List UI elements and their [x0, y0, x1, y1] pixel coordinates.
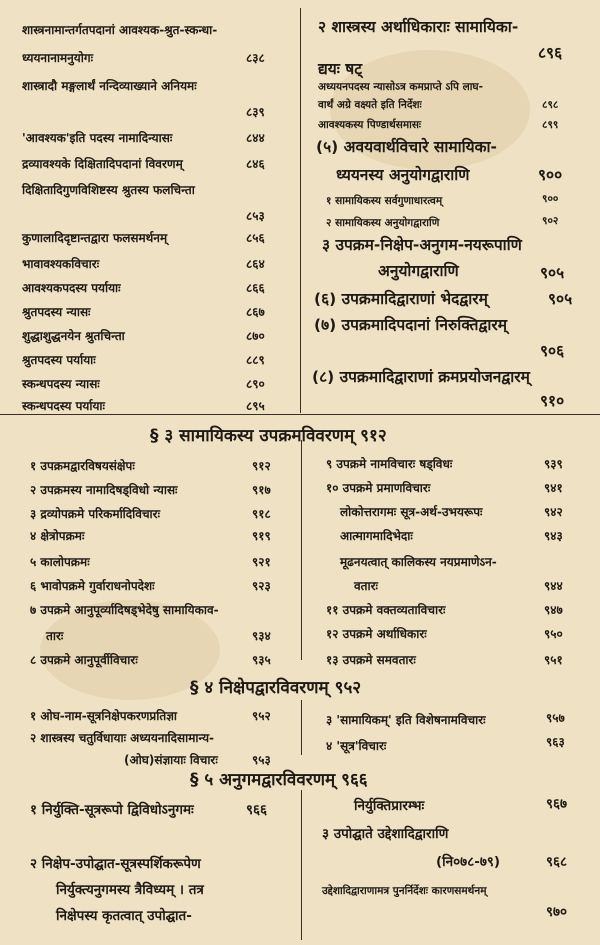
section-heading-3-top-cont: अनुयोगद्वाराणि: [378, 262, 459, 280]
toc-entry: द्रव्यावश्यके दिक्षितादिपदानां विवरणम्: [22, 157, 183, 171]
page-number: ८४४: [246, 131, 265, 145]
toc-entry: स्कन्धपदस्य न्यासः: [22, 377, 100, 391]
toc-entry: 'आवश्यक'इति पदस्य नामादिन्यासः: [22, 131, 173, 145]
page-number: ८८९: [246, 353, 265, 367]
toc-entry: ३ उपोद्घाते उद्देशादिद्वाराणि: [322, 826, 449, 842]
toc-entry: ६ भावोपक्रमे गुर्वाराधनोपदेशः: [30, 579, 155, 593]
page-number: ९१७: [252, 483, 271, 497]
toc-entry: आवश्यकस्य पिण्डार्थसमासः: [318, 119, 422, 131]
page-number: ८९०: [246, 377, 265, 391]
toc-entry: शास्त्रादौ मङ्गलार्थं नन्दिव्याख्याने अनियमः: [22, 79, 197, 93]
toc-entry: ७ उपक्रमे आनुपूर्व्यादिषड्भेदेषु सामायिकाव-: [30, 603, 219, 617]
column-divider-top: [300, 8, 301, 413]
toc-entry: लोकोत्तरागमः सूत्र-अर्थ-उभयरूपः: [340, 505, 483, 519]
toc-entry: आत्मागमादिभेदाः: [340, 529, 413, 543]
section-heading-3-top: ३ उपक्रम-निक्षेप-अनुगम-नयरूपाणि: [322, 236, 522, 254]
page-number: ९००: [538, 166, 563, 184]
toc-entry: वार्थं अग्रे वक्ष्यते इति निर्देशः: [318, 99, 422, 111]
column-divider-section3: [301, 440, 302, 660]
toc-entry: १३ उपक्रमे समवतारः: [326, 653, 416, 667]
toc-entry: ८ उपक्रमे आनुपूर्वीविचारः: [30, 653, 138, 667]
toc-entry: १० उपक्रमे प्रमाणविचारः: [326, 481, 431, 495]
page-number: ९७०: [546, 904, 568, 920]
toc-entry: कुणालादिदृष्टान्तद्वारा फलसमर्थनम्: [22, 231, 168, 245]
page-number: ८९५: [246, 399, 265, 413]
section-heading-7: (७) उपक्रमादिपदानां निरुक्तिद्वारम्: [314, 316, 507, 334]
page-number: ९०२: [542, 215, 559, 227]
page-number: ९०५: [548, 290, 573, 308]
page-number: ९५७: [546, 711, 565, 725]
section-4-heading: § ४ निक्षेपद्वारविवरणम् ९५२: [190, 678, 362, 698]
toc-entry: ३ 'सामायिकम्' इति विशेषनामविचारः: [326, 713, 486, 727]
toc-entry: स्कन्धपदस्य पर्यायाः: [22, 399, 105, 413]
page-number: ९६८: [546, 854, 568, 870]
toc-entry: १२ उपक्रमे अर्थाधिकारः: [326, 627, 427, 641]
page-number: ९५२: [252, 709, 271, 723]
page-number: ९४१: [544, 481, 563, 495]
horizontal-rule: [0, 414, 600, 415]
toc-entry: ११ उपक्रमे वक्तव्यताविचारः: [326, 603, 446, 617]
toc-entry: १ उपक्रमद्वारविषयसंक्षेपः: [30, 459, 135, 473]
page-number: ८६७: [246, 305, 265, 319]
page-number: ९०६: [540, 342, 565, 360]
page-number: ९६३: [546, 735, 565, 749]
toc-entry: श्रुतपदस्य न्यासः: [22, 305, 91, 319]
toc-entry: दिक्षितादिगुणविशिष्टस्य श्रुतस्य फलचिन्ता: [22, 183, 195, 197]
toc-entry: २ सामायिकस्य अनुयोगद्वाराणि: [326, 217, 440, 229]
toc-entry: शास्त्रनामान्तर्गतपदानां आवश्यक-श्रुत-स्कन्धा-: [22, 23, 218, 37]
page-number: ९१८: [252, 507, 271, 521]
toc-entry: अध्ययनपदस्य न्यासोऽत्र कमप्राप्ते ऽपि लाघ-: [318, 81, 483, 93]
toc-entry: १ सामायिकस्य सर्वगुणाधारत्वम्: [326, 195, 443, 207]
page-number: ९३९: [544, 457, 563, 471]
section-5-heading: § ५ अनुगमद्वारविवरणम् ९६६: [190, 770, 368, 790]
toc-entry: आवश्यकपदस्य पर्यायाः: [22, 281, 121, 295]
section-heading-2: २ शास्त्रस्य अर्थाधिकाराः सामायिका-: [318, 18, 519, 36]
toc-entry: शुद्धाशुद्धनयेन श्रुतचिन्ता: [22, 329, 125, 343]
page-number: ८५३: [246, 209, 265, 223]
page-number: ८९९: [542, 119, 559, 131]
page-number: ८४६: [246, 157, 265, 171]
toc-entry: २ उपक्रमस्य नामादिषड्विधो न्यासः: [30, 483, 178, 497]
section-heading-8: (८) उपक्रमादिद्वाराणां क्रमप्रयोजनद्वारम्: [312, 368, 530, 386]
toc-entry: १ निर्युक्ति-सूत्ररूपो द्विविधोऽनुगमः: [30, 802, 194, 818]
toc-entry: ध्ययनानामनुयोगः: [22, 51, 94, 65]
toc-entry: निर्युक्त्यनुगमस्य त्रैविध्यम् । तत्र: [56, 882, 204, 898]
page-number: ८९६: [538, 44, 563, 62]
page-number: ८७०: [246, 329, 265, 343]
section-3-heading: § ३ सामायिकस्य उपक्रमविवरणम् ९१२: [150, 426, 387, 446]
page-number: ९४४: [544, 579, 563, 593]
page-number: ९३४: [252, 629, 271, 643]
page-number: ९४७: [544, 603, 563, 617]
toc-entry: तारः: [46, 629, 64, 643]
column-divider-section4: [301, 700, 302, 755]
toc-entry: मूढनयत्वात् कालिकस्य नयप्रमाणेऽन-: [340, 555, 497, 569]
page-number: ९१२: [252, 459, 271, 473]
page-number: ९२१: [252, 555, 271, 569]
toc-entry: ९ उपक्रमे नामविचारः षड्विधः: [326, 457, 453, 471]
toc-entry: १ ओघ-नाम-सूत्रनिक्षेपकरणप्रतिज्ञा: [30, 709, 177, 723]
toc-entry: निक्षेपस्य कृतत्वात् उपोद्घात-: [56, 908, 192, 924]
page-number: ९६६: [246, 802, 268, 818]
toc-entry: (नि०७८-७९): [436, 854, 501, 870]
section-heading-6: (६) उपक्रमादिद्वाराणां भेदद्वारम्: [314, 290, 488, 308]
page-number: ९५१: [544, 653, 563, 667]
toc-entry: ४ 'सूत्र'विचारः: [326, 739, 387, 753]
page-number: ९००: [542, 193, 559, 205]
toc-entry: निर्युक्तिप्रारम्भः: [354, 798, 425, 814]
page-number: ८३९: [246, 105, 265, 119]
page-number: ९६७: [546, 796, 568, 812]
toc-entry: ४ क्षेत्रोपक्रमः: [30, 529, 85, 543]
toc-entry: उद्देशादिद्वाराणामत्र पुनर्निर्देशः कारणसमर्थनम्: [322, 885, 487, 897]
page-number: ९०५: [540, 264, 565, 282]
toc-entry: २ निक्षेप-उपोद्घात-सूत्रस्पर्शिकरूपेण: [30, 856, 201, 872]
page-number: ८५६: [246, 231, 265, 245]
page-number: ८९८: [542, 99, 559, 111]
page-number: ९४३: [544, 529, 563, 543]
page-number: ९४२: [544, 505, 563, 519]
toc-entry: भावावश्यकविचारः: [22, 257, 100, 271]
toc-entry: २ शास्त्रस्य चतुर्विधायाः अध्ययनादिसामान्य-: [30, 731, 215, 745]
toc-entry: श्रुतपदस्य पर्यायाः: [22, 353, 96, 367]
toc-entry: वतारः: [354, 579, 378, 593]
section-heading-5-cont: ध्ययनस्य अनुयोगद्वाराणि: [336, 166, 470, 184]
toc-entry: ५ कालोपक्रमः: [30, 555, 90, 569]
page-number: ९५३: [252, 753, 271, 767]
page-number: ९२३: [252, 579, 271, 593]
page-number: ८६४: [246, 257, 265, 271]
page-number: ९१९: [252, 529, 271, 543]
column-divider-section5: [301, 790, 302, 940]
section-heading-5: (५) अवयवार्थविचारे सामायिका-: [316, 138, 497, 156]
section-heading-2-cont: द्ययः षट्: [318, 60, 363, 78]
toc-entry: (ओघ)संज्ञायाः विचारः: [124, 753, 218, 767]
page-number: ८६६: [246, 281, 265, 295]
page-number: ८३८: [246, 51, 265, 65]
page-number: ९५०: [544, 627, 563, 641]
page-number: ९१०: [540, 392, 565, 410]
page-number: ९३५: [252, 653, 271, 667]
toc-entry: ३ द्रव्योपक्रमे परिकर्मादिविचारः: [30, 507, 161, 521]
